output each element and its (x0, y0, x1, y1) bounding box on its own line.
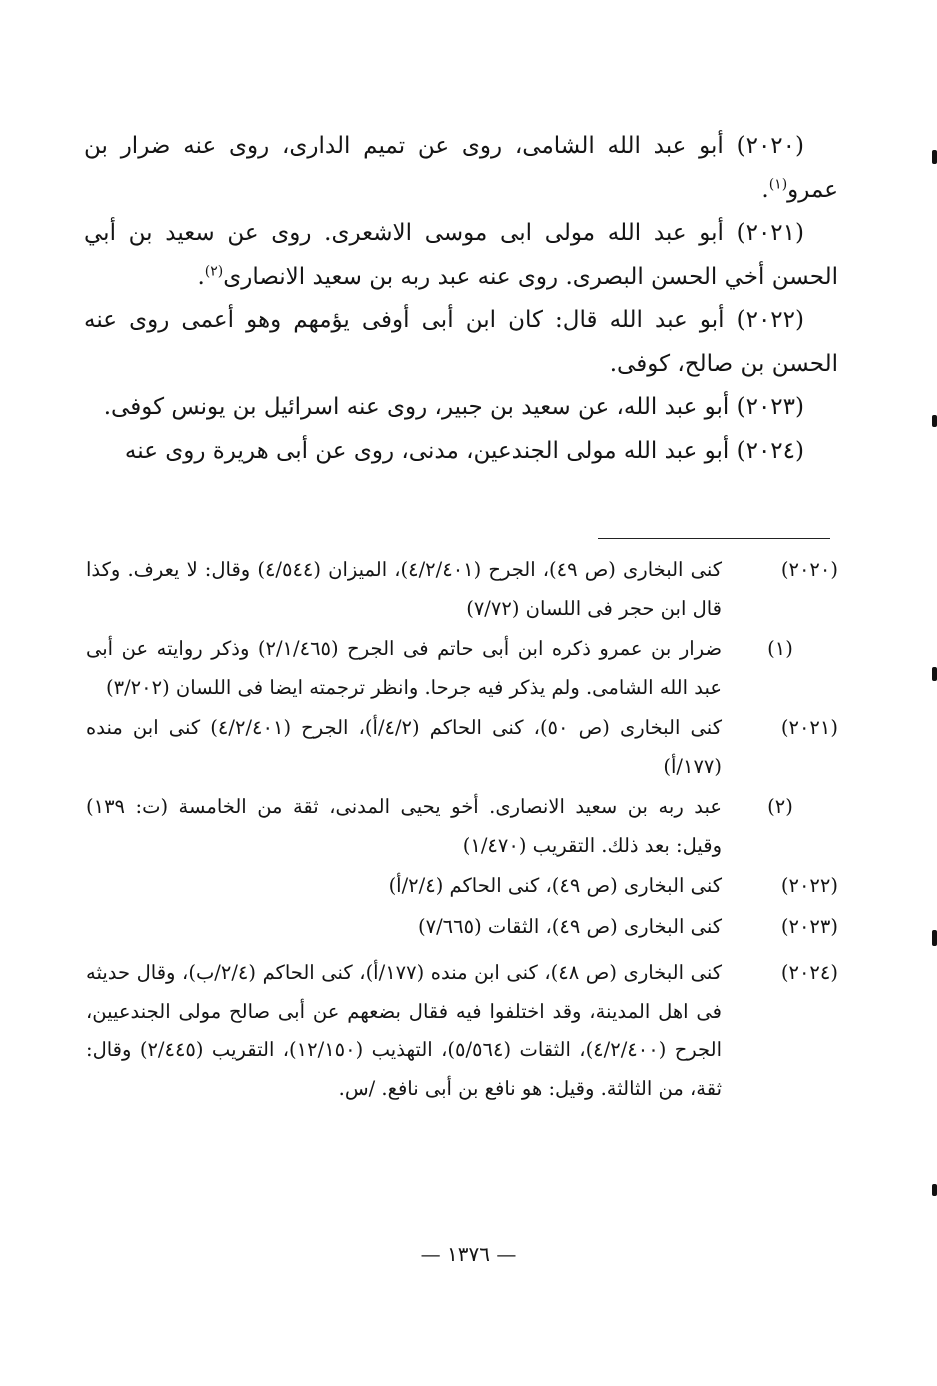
footnote-2021 (86, 709, 838, 786)
footnote-text: كنى البخارى (ص ٤٩)، كنى الحاكم (٢/٤/أ) (388, 874, 722, 897)
footnote-2 (86, 788, 838, 865)
footnote-2022 (86, 867, 838, 906)
footnote-number: (٢٠٢١) (780, 716, 838, 739)
footnote-number: (١) (767, 637, 793, 660)
footnote-ref-2: (٢) (204, 262, 224, 279)
main-text (84, 125, 838, 473)
footnote-text: ضرار بن عمرو ذكره ابن أبى حاتم فى الجرح (٢/١/٤٦٥) وذكر روايته عن أبى عبد الله الشامى. ولم يذكر فيه جرحا. وانظر ترجمته ايضا فى اللسان (٣/٢٠٢) (86, 637, 723, 699)
entry-2023: (٢٠٢٣) أبو عبد الله، عن سعيد بن جبير، روى عنه اسرائيل بن يونس كوفى. (103, 394, 804, 420)
footnote-text: عبد ربه بن سعيد الانصارى. أخو يحيى المدنى، ثقة من الخامسة (ت: ١٣٩) وقيل: بعد ذلك. التقريب (١/٤٧٠) (86, 795, 722, 857)
footnote-text: كنى البخارى (ص ٤٨)، كنى ابن منده (١٧٧/أ)، كنى الحاكم (٢/٤/ب)، وقال حديثه فى اهل المدينة، وقد اختلفوا فيه فقال بضعهم عن أبى صالح مولى الجندعيين، الجرح (٤/٢/٤٠٠)، الثقات (٥/٥٦٤)، التهذيب (١٢/١٥٠)، التقريب (٢/٤٤٥) وقال: ثقة، من الثالثة. وقيل: هو نافع بن أبى نافع. /س. (86, 961, 722, 1100)
scan-edge-mark (932, 150, 937, 164)
footnote-text: كنى البخارى (ص ٥٠)، كنى الحاكم (٤/٢/أ)، الجرح (٤/٢/٤٠١) كنى ابن منده (١٧٧/أ) (86, 716, 722, 778)
footnote-text: كنى البخارى (ص ٤٩)، الجرح (٤/٢/٤٠١)، الميزان (٤/٥٤٤) وقال: لا يعرف. وكذا قال ابن حجر فى اللسان (٧/٧٢) (86, 558, 722, 620)
entry-2021: (٢٠٢١) أبو عبد الله مولى ابى موسى الاشعرى. روى عن سعيد بن أبي الحسن أخي الحسن البصرى. روى عنه عبد ربه بن سعيد الانصارى$^{(٢)}$. (84, 220, 838, 290)
footnote-number: (٢٠٢٠) (780, 558, 838, 581)
footnote-number: (٢٠٢٢) (780, 874, 838, 897)
footnote-text: كنى البخارى (ص ٤٩)، الثقات (٧/٦٦٥) (418, 914, 722, 938)
footnote-number: (٢٠٢٣) (780, 914, 838, 938)
footnote-2023 (86, 908, 838, 947)
page-number: — ١٣٧٦ — (420, 1242, 517, 1266)
footnote-number: (٢) (767, 795, 793, 818)
footnote-ref-1: (١) (768, 175, 788, 192)
footnote-number: (٢٠٢٤) (780, 961, 838, 984)
scan-edge-mark (932, 667, 937, 681)
footnote-2020 (86, 551, 838, 628)
scan-edge-mark (932, 930, 937, 946)
footnote-separator (598, 538, 830, 539)
footnote-1 (86, 630, 838, 707)
footnotes (86, 551, 838, 1108)
entry-2022: (٢٠٢٢) أبو عبد الله قال: كان ابن أبى أوفى يؤمهم وهو أعمى روى عنه الحسن بن صالح، كوفى. (84, 307, 838, 377)
entry-2024: (٢٠٢٤) أبو عبد الله مولى الجندعين، مدنى، روى عن أبى هريرة روى عنه (124, 437, 804, 464)
scan-edge-mark (932, 415, 937, 427)
entry-2020: (٢٠٢٠) أبو عبد الله الشامى، روى عن تميم الدارى، روى عنه ضرار بن عمرو$^{(١)}$. (84, 133, 838, 203)
scan-edge-mark (932, 1184, 937, 1196)
footnote-2024 (86, 954, 838, 1108)
